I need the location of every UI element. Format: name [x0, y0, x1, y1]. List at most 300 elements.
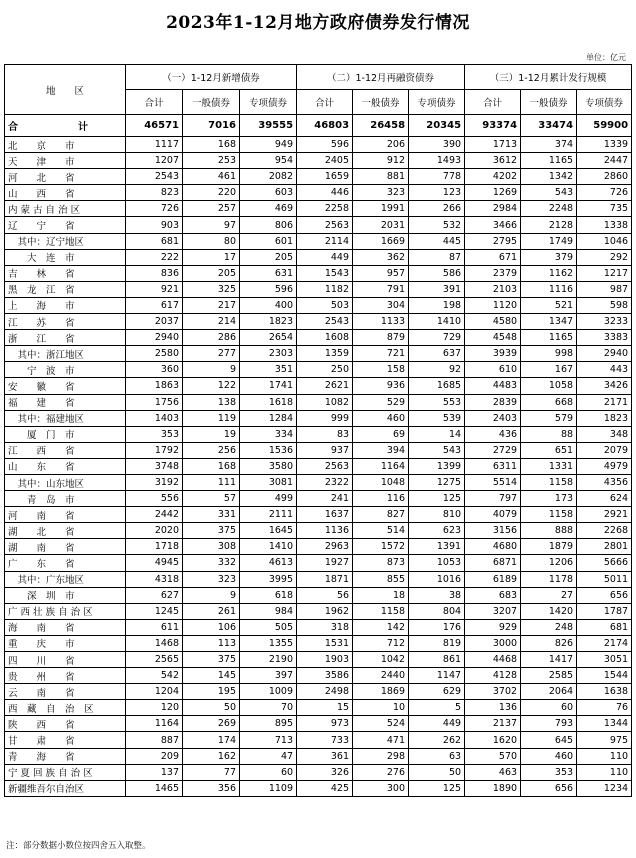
value-cell: 1637	[297, 507, 353, 523]
region-cell: 合 计	[5, 115, 126, 137]
value-cell: 4318	[126, 571, 183, 587]
value-cell: 39555	[240, 115, 297, 137]
value-cell: 351	[240, 362, 297, 378]
value-cell: 671	[465, 249, 521, 265]
value-cell: 861	[409, 652, 465, 668]
value-cell: 681	[126, 233, 183, 249]
value-cell: 2580	[126, 346, 183, 362]
value-cell: 2585	[521, 668, 577, 684]
region-cell: 陕 西 省	[5, 716, 126, 732]
value-cell: 2447	[577, 153, 632, 169]
region-cell: 其中：辽宁地区	[5, 233, 126, 249]
value-cell: 1531	[297, 635, 353, 651]
value-cell: 529	[353, 394, 409, 410]
value-cell: 1331	[521, 458, 577, 474]
value-cell: 2654	[240, 330, 297, 346]
value-cell: 4202	[465, 169, 521, 185]
value-cell: 973	[297, 716, 353, 732]
value-cell: 570	[465, 748, 521, 764]
value-cell: 1756	[126, 394, 183, 410]
value-cell: 637	[409, 346, 465, 362]
value-cell: 1136	[297, 523, 353, 539]
subheader: 专项债券	[577, 90, 632, 115]
value-cell: 912	[353, 153, 409, 169]
value-cell: 793	[521, 716, 577, 732]
value-cell: 627	[126, 587, 183, 603]
value-cell: 1608	[297, 330, 353, 346]
table-row	[5, 394, 632, 410]
value-cell: 855	[353, 571, 409, 587]
value-cell: 269	[183, 716, 240, 732]
region-cell: 青 海 省	[5, 748, 126, 764]
value-cell: 241	[297, 491, 353, 507]
value-cell: 2103	[465, 281, 521, 297]
table-row	[5, 297, 632, 313]
value-cell: 375	[183, 652, 240, 668]
value-cell: 656	[521, 780, 577, 796]
region-cell: 宁 夏 回 族 自 治 区	[5, 764, 126, 780]
value-cell: 1659	[297, 169, 353, 185]
value-cell: 356	[183, 780, 240, 796]
value-cell: 623	[409, 523, 465, 539]
value-cell: 524	[353, 716, 409, 732]
table-row	[5, 619, 632, 635]
value-cell: 1245	[126, 603, 183, 619]
value-cell: 1713	[465, 137, 521, 153]
value-cell: 318	[297, 619, 353, 635]
value-cell: 1823	[577, 410, 632, 426]
value-cell: 4483	[465, 378, 521, 394]
region-cell: 海 南 省	[5, 619, 126, 635]
subheader: 合计	[297, 90, 353, 115]
value-cell: 2171	[577, 394, 632, 410]
value-cell: 1158	[521, 507, 577, 523]
region-cell: 四 川 省	[5, 652, 126, 668]
region-cell: 深 圳 市	[5, 587, 126, 603]
table-row	[5, 346, 632, 362]
table-row	[5, 732, 632, 748]
value-cell: 936	[353, 378, 409, 394]
region-cell: 甘 肃 省	[5, 732, 126, 748]
value-cell: 879	[353, 330, 409, 346]
value-cell: 651	[521, 442, 577, 458]
value-cell: 449	[409, 716, 465, 732]
value-cell: 1879	[521, 539, 577, 555]
unit-label: 单位：亿元	[586, 53, 626, 62]
value-cell: 4356	[577, 474, 632, 490]
region-cell: 新疆维吾尔自治区	[5, 780, 126, 796]
region-cell: 广 西 壮 族 自 治 区	[5, 603, 126, 619]
value-cell: 656	[577, 587, 632, 603]
value-cell: 19	[183, 426, 240, 442]
value-cell: 1269	[465, 185, 521, 201]
value-cell: 198	[409, 297, 465, 313]
region-cell: 福 建 省	[5, 394, 126, 410]
value-cell: 1164	[353, 458, 409, 474]
value-cell: 308	[183, 539, 240, 555]
value-cell: 1544	[577, 668, 632, 684]
value-cell: 6189	[465, 571, 521, 587]
value-cell: 4613	[240, 555, 297, 571]
value-cell: 2984	[465, 201, 521, 217]
value-cell: 77	[183, 764, 240, 780]
value-cell: 1082	[297, 394, 353, 410]
value-cell: 256	[183, 442, 240, 458]
value-cell: 2174	[577, 635, 632, 651]
value-cell: 2963	[297, 539, 353, 555]
table-row	[5, 716, 632, 732]
value-cell: 1543	[297, 265, 353, 281]
table-row	[5, 442, 632, 458]
value-cell: 1109	[240, 780, 297, 796]
value-cell: 253	[183, 153, 240, 169]
value-cell: 729	[409, 330, 465, 346]
value-cell: 999	[297, 410, 353, 426]
value-cell: 2258	[297, 201, 353, 217]
table-row	[5, 507, 632, 523]
value-cell: 514	[353, 523, 409, 539]
value-cell: 266	[409, 201, 465, 217]
value-cell: 1158	[521, 474, 577, 490]
value-cell: 1165	[521, 330, 577, 346]
table-row	[5, 426, 632, 442]
table-row	[5, 764, 632, 780]
table-row	[5, 571, 632, 587]
value-cell: 668	[521, 394, 577, 410]
value-cell: 1787	[577, 603, 632, 619]
value-cell: 142	[353, 619, 409, 635]
value-cell: 2565	[126, 652, 183, 668]
value-cell: 3156	[465, 523, 521, 539]
region-cell: 上 海 市	[5, 297, 126, 313]
value-cell: 2111	[240, 507, 297, 523]
value-cell: 471	[353, 732, 409, 748]
value-cell: 1182	[297, 281, 353, 297]
value-cell: 168	[183, 458, 240, 474]
value-cell: 2322	[297, 474, 353, 490]
table-row	[5, 153, 632, 169]
value-cell: 209	[126, 748, 183, 764]
value-cell: 1165	[521, 153, 577, 169]
value-cell: 3466	[465, 217, 521, 233]
table-row	[5, 249, 632, 265]
value-cell: 617	[126, 297, 183, 313]
value-cell: 806	[240, 217, 297, 233]
value-cell: 2405	[297, 153, 353, 169]
value-cell: 1206	[521, 555, 577, 571]
value-cell: 1275	[409, 474, 465, 490]
value-cell: 726	[126, 201, 183, 217]
value-cell: 6311	[465, 458, 521, 474]
value-cell: 3081	[240, 474, 297, 490]
value-cell: 257	[183, 201, 240, 217]
value-cell: 1207	[126, 153, 183, 169]
value-cell: 1863	[126, 378, 183, 394]
table-row	[5, 169, 632, 185]
value-cell: 2037	[126, 314, 183, 330]
value-cell: 300	[353, 780, 409, 796]
region-cell: 贵 州 省	[5, 668, 126, 684]
value-cell: 1046	[577, 233, 632, 249]
value-cell: 3586	[297, 668, 353, 684]
value-cell: 1871	[297, 571, 353, 587]
table-row	[5, 555, 632, 571]
value-cell: 88	[521, 426, 577, 442]
value-cell: 110	[577, 764, 632, 780]
value-cell: 119	[183, 410, 240, 426]
value-cell: 4079	[465, 507, 521, 523]
value-cell: 3748	[126, 458, 183, 474]
value-cell: 125	[409, 780, 465, 796]
value-cell: 80	[183, 233, 240, 249]
value-cell: 1178	[521, 571, 577, 587]
value-cell: 2248	[521, 201, 577, 217]
table-row	[5, 523, 632, 539]
value-cell: 106	[183, 619, 240, 635]
value-cell: 2940	[577, 346, 632, 362]
value-cell: 10	[353, 700, 409, 716]
value-cell: 158	[353, 362, 409, 378]
value-cell: 375	[183, 523, 240, 539]
value-cell: 2940	[126, 330, 183, 346]
value-cell: 596	[297, 137, 353, 153]
value-cell: 18	[353, 587, 409, 603]
value-cell: 136	[465, 700, 521, 716]
value-cell: 553	[409, 394, 465, 410]
value-cell: 579	[521, 410, 577, 426]
value-cell: 9	[183, 587, 240, 603]
table-row	[5, 330, 632, 346]
value-cell: 881	[353, 169, 409, 185]
region-cell: 内 蒙 古 自 治 区	[5, 201, 126, 217]
value-cell: 3580	[240, 458, 297, 474]
value-cell: 681	[577, 619, 632, 635]
value-cell: 173	[521, 491, 577, 507]
value-cell: 713	[240, 732, 297, 748]
value-cell: 1468	[126, 635, 183, 651]
value-cell: 3000	[465, 635, 521, 651]
region-cell: 北 京 市	[5, 137, 126, 153]
value-cell: 120	[126, 700, 183, 716]
value-cell: 116	[353, 491, 409, 507]
value-cell: 1042	[353, 652, 409, 668]
value-cell: 499	[240, 491, 297, 507]
value-cell: 60	[240, 764, 297, 780]
value-cell: 69	[353, 426, 409, 442]
header-group-new: （一）1-12月新增债券	[126, 65, 297, 90]
value-cell: 1927	[297, 555, 353, 571]
value-cell: 1465	[126, 780, 183, 796]
value-cell: 261	[183, 603, 240, 619]
value-cell: 539	[409, 410, 465, 426]
value-cell: 394	[353, 442, 409, 458]
value-cell: 167	[521, 362, 577, 378]
value-cell: 276	[353, 764, 409, 780]
value-cell: 110	[577, 748, 632, 764]
value-cell: 4468	[465, 652, 521, 668]
value-cell: 3233	[577, 314, 632, 330]
region-cell: 吉 林 省	[5, 265, 126, 281]
value-cell: 46571	[126, 115, 183, 137]
value-cell: 503	[297, 297, 353, 313]
value-cell: 461	[183, 169, 240, 185]
table-row	[5, 635, 632, 651]
value-cell: 1410	[409, 314, 465, 330]
value-cell: 2543	[126, 169, 183, 185]
header-group-cumulative: （三）1-12月累计发行规模	[465, 65, 632, 90]
value-cell: 397	[240, 668, 297, 684]
value-cell: 1685	[409, 378, 465, 394]
value-cell: 629	[409, 684, 465, 700]
value-cell: 1890	[465, 780, 521, 796]
table-row	[5, 587, 632, 603]
value-cell: 921	[126, 281, 183, 297]
value-cell: 111	[183, 474, 240, 490]
value-cell: 205	[240, 249, 297, 265]
value-cell: 47	[240, 748, 297, 764]
value-cell: 5011	[577, 571, 632, 587]
value-cell: 683	[465, 587, 521, 603]
value-cell: 712	[353, 635, 409, 651]
region-cell: 厦 门 市	[5, 426, 126, 442]
value-cell: 543	[409, 442, 465, 458]
value-cell: 624	[577, 491, 632, 507]
value-cell: 721	[353, 346, 409, 362]
value-cell: 26458	[353, 115, 409, 137]
subheader: 一般债券	[353, 90, 409, 115]
total-row	[5, 115, 632, 137]
value-cell: 1493	[409, 153, 465, 169]
value-cell: 6871	[465, 555, 521, 571]
value-cell: 1342	[521, 169, 577, 185]
value-cell: 1162	[521, 265, 577, 281]
header-group-refinance: （二）1-12月再融资债券	[297, 65, 465, 90]
value-cell: 1572	[353, 539, 409, 555]
value-cell: 2729	[465, 442, 521, 458]
value-cell: 1991	[353, 201, 409, 217]
value-cell: 17	[183, 249, 240, 265]
value-cell: 4680	[465, 539, 521, 555]
value-cell: 586	[409, 265, 465, 281]
value-cell: 804	[409, 603, 465, 619]
value-cell: 334	[240, 426, 297, 442]
value-cell: 3612	[465, 153, 521, 169]
value-cell: 162	[183, 748, 240, 764]
value-cell: 5514	[465, 474, 521, 490]
value-cell: 2137	[465, 716, 521, 732]
value-cell: 248	[521, 619, 577, 635]
value-cell: 332	[183, 555, 240, 571]
value-cell: 292	[577, 249, 632, 265]
table-row	[5, 652, 632, 668]
value-cell: 1669	[353, 233, 409, 249]
value-cell: 4548	[465, 330, 521, 346]
table-row	[5, 410, 632, 426]
value-cell: 20345	[409, 115, 465, 137]
region-cell: 其中：山东地区	[5, 474, 126, 490]
value-cell: 446	[297, 185, 353, 201]
table-row	[5, 603, 632, 619]
table-row	[5, 458, 632, 474]
value-cell: 145	[183, 668, 240, 684]
region-cell: 湖 北 省	[5, 523, 126, 539]
value-cell: 778	[409, 169, 465, 185]
table-row	[5, 491, 632, 507]
value-cell: 1164	[126, 716, 183, 732]
value-cell: 603	[240, 185, 297, 201]
value-cell: 87	[409, 249, 465, 265]
value-cell: 463	[465, 764, 521, 780]
value-cell: 1420	[521, 603, 577, 619]
value-cell: 3051	[577, 652, 632, 668]
value-cell: 138	[183, 394, 240, 410]
value-cell: 1410	[240, 539, 297, 555]
value-cell: 2860	[577, 169, 632, 185]
value-cell: 1158	[353, 603, 409, 619]
value-cell: 542	[126, 668, 183, 684]
value-cell: 97	[183, 217, 240, 233]
region-cell: 青 岛 市	[5, 491, 126, 507]
value-cell: 1962	[297, 603, 353, 619]
value-cell: 362	[353, 249, 409, 265]
value-cell: 3939	[465, 346, 521, 362]
bond-issuance-table	[4, 64, 632, 797]
value-cell: 1053	[409, 555, 465, 571]
value-cell: 505	[240, 619, 297, 635]
value-cell: 449	[297, 249, 353, 265]
value-cell: 2621	[297, 378, 353, 394]
value-cell: 60	[521, 700, 577, 716]
table-row	[5, 233, 632, 249]
value-cell: 2442	[126, 507, 183, 523]
value-cell: 2079	[577, 442, 632, 458]
region-cell: 辽 宁 省	[5, 217, 126, 233]
value-cell: 2801	[577, 539, 632, 555]
value-cell: 217	[183, 297, 240, 313]
value-cell: 137	[126, 764, 183, 780]
value-cell: 1234	[577, 780, 632, 796]
value-cell: 2082	[240, 169, 297, 185]
value-cell: 3207	[465, 603, 521, 619]
value-cell: 610	[465, 362, 521, 378]
value-cell: 791	[353, 281, 409, 297]
value-cell: 1016	[409, 571, 465, 587]
footnote: 注：部分数据小数位按四舍五入取整。	[6, 841, 151, 851]
value-cell: 733	[297, 732, 353, 748]
value-cell: 2379	[465, 265, 521, 281]
value-cell: 63	[409, 748, 465, 764]
value-cell: 220	[183, 185, 240, 201]
region-cell: 大 连 市	[5, 249, 126, 265]
value-cell: 984	[240, 603, 297, 619]
value-cell: 400	[240, 297, 297, 313]
value-cell: 70	[240, 700, 297, 716]
value-cell: 250	[297, 362, 353, 378]
value-cell: 76	[577, 700, 632, 716]
value-cell: 298	[353, 748, 409, 764]
value-cell: 1009	[240, 684, 297, 700]
value-cell: 3702	[465, 684, 521, 700]
value-cell: 391	[409, 281, 465, 297]
value-cell: 2064	[521, 684, 577, 700]
value-cell: 998	[521, 346, 577, 362]
value-cell: 4580	[465, 314, 521, 330]
value-cell: 331	[183, 507, 240, 523]
value-cell: 1120	[465, 297, 521, 313]
value-cell: 436	[465, 426, 521, 442]
value-cell: 57	[183, 491, 240, 507]
table-row	[5, 474, 632, 490]
